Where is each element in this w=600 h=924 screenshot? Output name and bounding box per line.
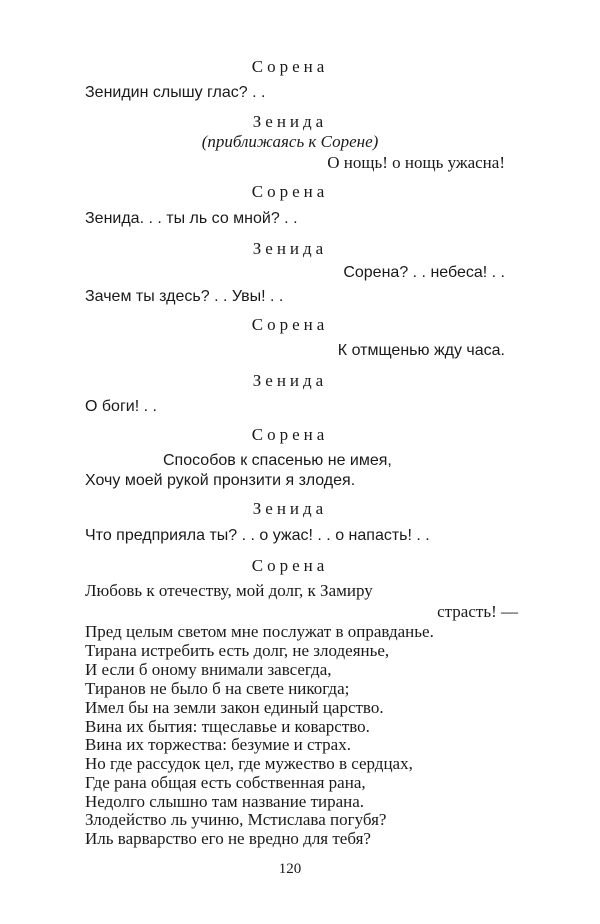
verse-line: Зачем ты здесь? . . Увы! . . [85, 288, 284, 305]
speaker-name: Зенида [252, 239, 328, 258]
speaker-name: Сорена [251, 556, 329, 575]
verse-line: Способов к спасенью не имея, [163, 452, 392, 469]
verse-line: Зенидин слышу глас? . . [85, 84, 266, 101]
verse-line: К отмщенью жду часа. [337, 342, 505, 359]
page-number: 120 [278, 861, 302, 877]
verse-line: И если б оному внимали завсегда, [85, 660, 332, 679]
verse-line: Иль варварство его не вредно для тебя? [85, 829, 371, 848]
verse-line: Злодейство ль учиню, Мстислава погубя? [85, 810, 387, 829]
verse-line: Тиранов не было б на свете никогда; [85, 679, 350, 698]
verse-line: Хочу моей рукой пронзити я злодея. [85, 472, 356, 489]
verse-line: Где рана общая есть собственная рана, [85, 773, 366, 792]
speaker-name: Сорена [251, 57, 329, 76]
speaker-name: Зенида [252, 112, 328, 131]
speaker-name: Сорена [251, 425, 329, 444]
verse-line: Любовь к отечеству, мой долг, к Замиру [85, 581, 373, 600]
verse-line: Зенида. . . ты ль со мной? . . [85, 210, 298, 227]
speaker-name: Зенида [252, 499, 328, 518]
verse-line: Имел бы на земли закон единый царство. [85, 698, 384, 717]
speaker-name: Зенида [252, 371, 328, 390]
verse-line: Недолго слышно там название тирана. [85, 792, 365, 811]
verse-line: О боги! . . [85, 398, 157, 415]
verse-line: Но где рассудок цел, где мужество в сердцах, [85, 754, 413, 773]
verse-line: Пред целым светом мне послужат в оправданье. [85, 622, 434, 641]
speaker-name: Сорена [251, 182, 329, 201]
verse-line: Что предприяла ты? . . о ужас! . . о напасть! . . [85, 527, 430, 544]
verse-line: Вина их торжества: безумие и страх. [85, 735, 351, 754]
verse-line: страсть! — [437, 602, 518, 621]
verse-line: Тирана истребить есть долг, не злодеянье, [85, 641, 390, 660]
verse-line: Сорена? . . небеса! . . [343, 264, 505, 281]
verse-line: О нощь! о нощь ужасна! [327, 153, 505, 172]
stage-direction: (приближаясь к Сорене) [201, 132, 379, 151]
verse-line: Вина их бытия: тщеславье и коварство. [85, 717, 370, 736]
speaker-name: Сорена [251, 315, 329, 334]
